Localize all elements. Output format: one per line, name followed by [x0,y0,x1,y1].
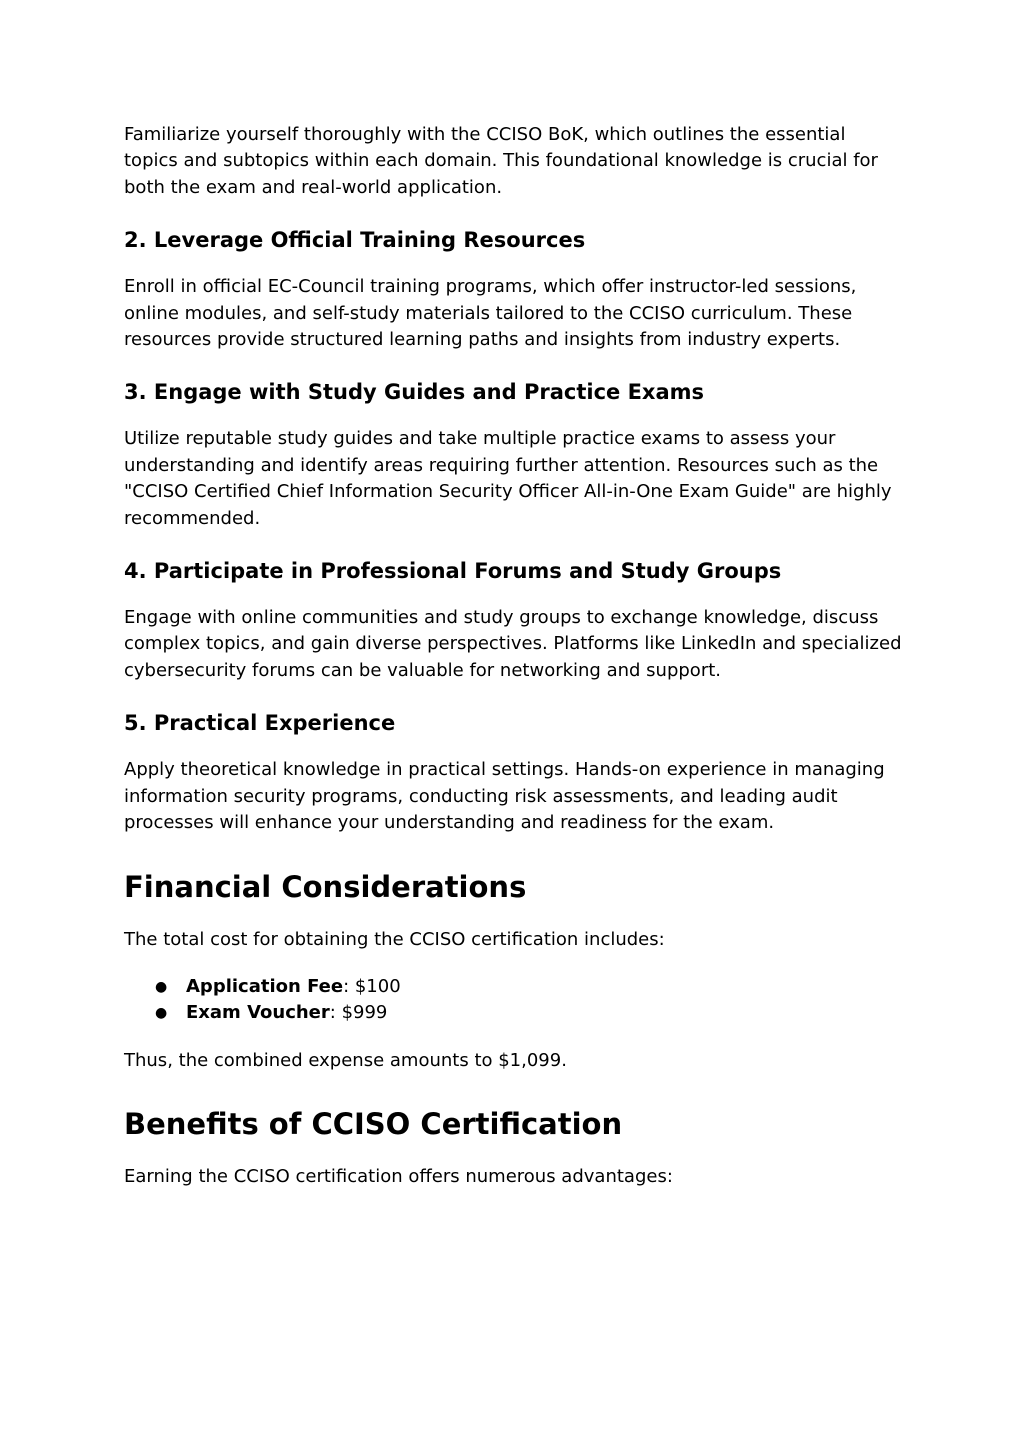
financial-summary-paragraph: Thus, the combined expense amounts to $1,099. [124,1049,567,1071]
cost-label: Exam Voucher [186,1002,330,1024]
section-3-heading: 3. Engage with Study Guides and Practice Exams [124,380,705,405]
cost-list [124,974,904,1027]
cost-value: : $999 [329,1002,388,1024]
list-item [124,1000,904,1026]
cost-label: Application Fee [186,975,344,997]
section-2-paragraph: Enroll in official EC-Council training programs, which offer instructor-led sessions, online modules, and self-study materials tailored to the CCISO curriculum. These resources provide structured learning paths and insights from industry experts. [124,276,857,351]
benefits-heading: Benefits of CCISO Certification [124,1107,623,1142]
list-item [124,974,904,1000]
cost-value: : $100 [343,975,401,997]
financial-intro-paragraph: The total cost for obtaining the CCISO certification includes: [124,928,665,950]
intro-paragraph: Familiarize yourself thoroughly with the CCISO BoK, which outlines the essential topics and subtopics within each domain. This foundational knowledge is crucial for both the exam and real-world application. [124,124,878,198]
section-2-heading: 2. Leverage Official Training Resources [124,228,586,253]
document-page [124,120,904,1191]
financial-considerations-heading: Financial Considerations [124,869,527,904]
section-5-paragraph: Apply theoretical knowledge in practical settings. Hands-on experience in managing information security programs, conducting risk assessments, and leading audit processes will enhance your understanding and readiness for the exam. [124,759,885,834]
section-4-paragraph: Engage with online communities and study groups to exchange knowledge, discuss complex topics, and gain diverse perspectives. Platforms like LinkedIn and specialized cybersecurity forums can be valuable for networking and support. [124,607,902,681]
benefits-intro-paragraph: Earning the CCISO certification offers numerous advantages: [124,1166,673,1188]
bullet-icon: ● [155,1005,168,1022]
section-4-heading: 4. Participate in Professional Forums and Study Groups [124,559,782,584]
bullet-icon: ● [155,978,168,995]
section-3-paragraph: Utilize reputable study guides and take multiple practice exams to assess your understanding and identify areas requiring further attention. Resources such as the "CCISO Certified Chief Information Security Officer All-in-One Exam Guide" are highly recommended. [124,428,892,529]
section-5-heading: 5. Practical Experience [124,711,396,736]
